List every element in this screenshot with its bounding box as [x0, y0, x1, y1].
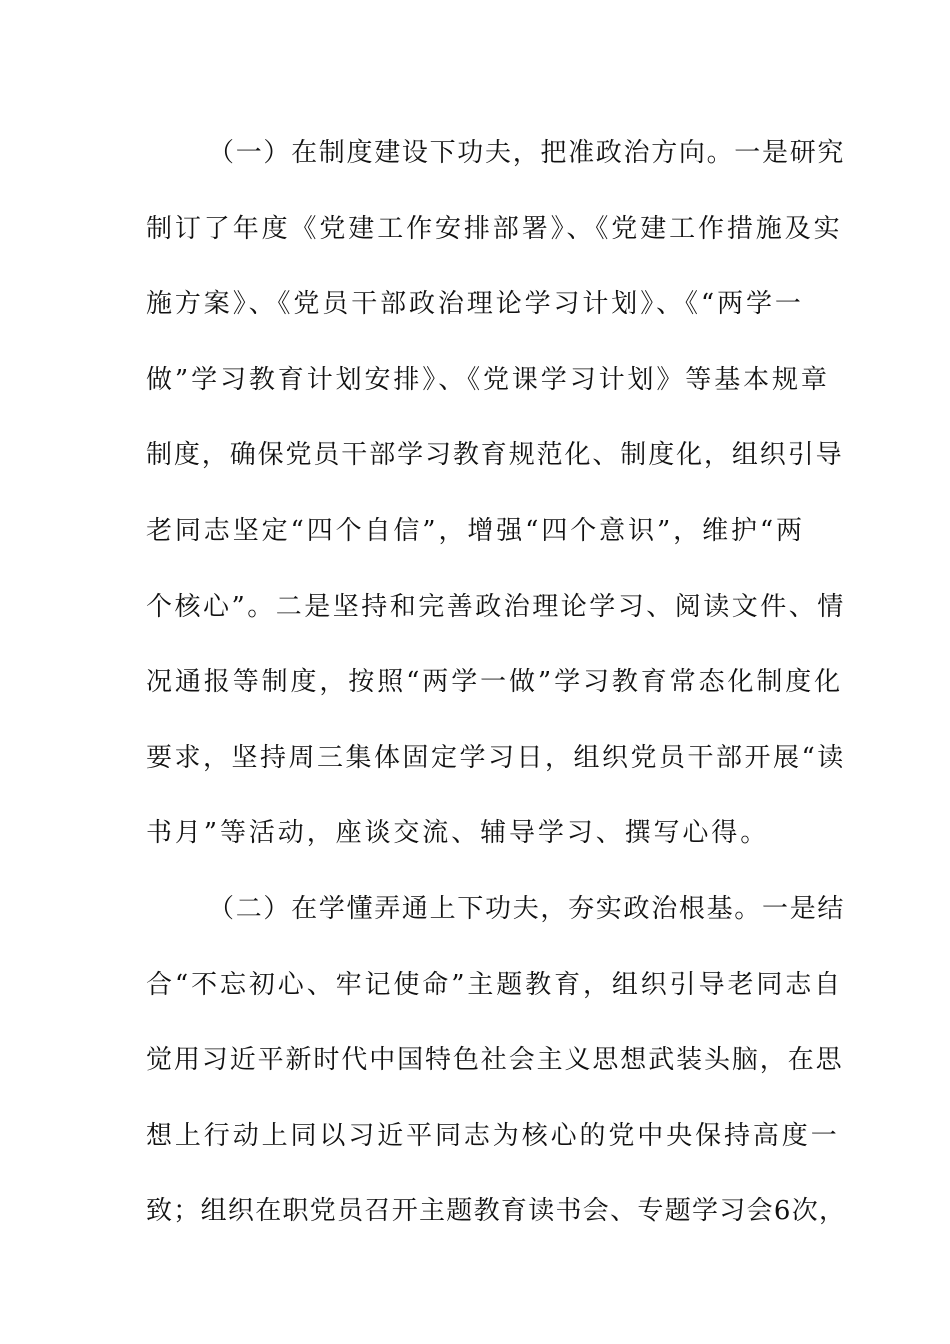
text-line: 想上行动上同以习近平同志为核心的党中央保持高度一 — [146, 1120, 840, 1151]
text-line: 合“不忘初心、牢记使命”主题教育，组织引导老同志自 — [146, 969, 844, 1000]
text-line: 觉用习近平新时代中国特色社会主义思想武装头脑，在思 — [146, 1045, 844, 1076]
text-line: 制度，确保党员干部学习教育规范化、制度化，组织引导 — [146, 440, 844, 471]
text-line: 要求，坚持周三集体固定学习日，组织党员干部开展“读 — [146, 742, 846, 773]
document-body — [146, 127, 847, 1261]
text-line: 书月”等活动，座谈交流、辅导学习、撰写心得。 — [146, 818, 770, 849]
text-line: 制订了年度《党建工作安排部署》、《党建工作措施及实 — [146, 213, 843, 244]
text-line: （一）在制度建设下功夫，把准政治方向。一是研究 — [208, 138, 846, 168]
text-line: 致；组织在职党员召开主题教育读书会、专题学习会6次， — [146, 1196, 847, 1227]
text-line: 个核心”。二是坚持和完善政治理论学习、阅读文件、情 — [146, 591, 846, 622]
text-line: （二）在学懂弄通上下功夫，夯实政治根基。一是结 — [208, 893, 846, 924]
text-line: 施方案》、《党员干部政治理论学习计划》、《“两学一 — [146, 289, 804, 320]
text-line: 做”学习教育计划安排》、《党课学习计划》等基本规章 — [146, 364, 830, 395]
text-line: 况通报等制度，按照“两学一做”学习教育常态化制度化 — [146, 667, 844, 698]
text-line: 老同志坚定“四个自信”，增强“四个意识”，维护“两 — [146, 515, 805, 546]
